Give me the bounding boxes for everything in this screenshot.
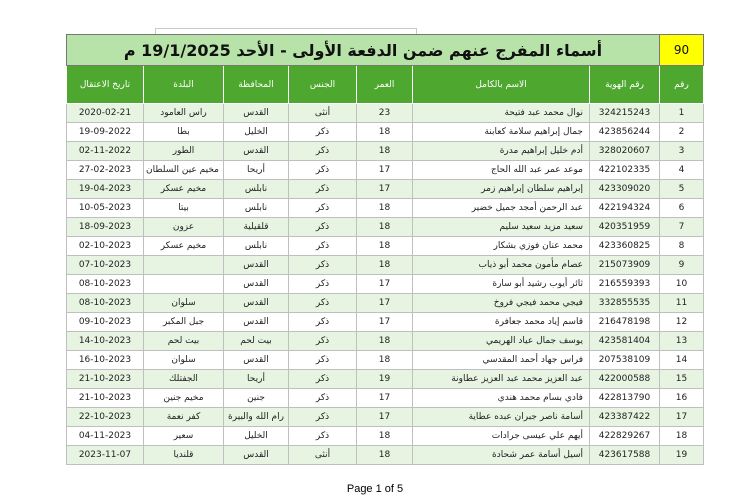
header-arrest-date: تاريخ الاعتقال: [66, 66, 143, 104]
gender-cell: ذكر: [289, 256, 357, 275]
table-row: [66, 256, 703, 275]
town-cell: مخيم جنين: [144, 389, 224, 408]
gender-cell: ذكر: [289, 332, 357, 351]
table-row: [66, 370, 703, 389]
id-number-cell: 422194324: [590, 199, 660, 218]
town-cell: مخيم عين السلطان: [144, 161, 224, 180]
town-cell: جبل المكبر: [144, 313, 224, 332]
row-number-cell: 9: [660, 256, 704, 275]
row-number-cell: 4: [660, 161, 704, 180]
release-list-sheet: [67, 34, 704, 465]
full-name-cell: أيهم علي عيسى جرادات: [413, 427, 590, 446]
gender-cell: ذكر: [289, 427, 357, 446]
age-cell: 17: [357, 161, 413, 180]
governorate-cell: الخليل: [224, 123, 289, 142]
town-cell: الجفتلك: [144, 370, 224, 389]
governorate-cell: رام الله والبيرة: [224, 408, 289, 427]
id-number-cell: 422102335: [590, 161, 660, 180]
row-number-cell: 19: [660, 446, 704, 465]
full-name-cell: عصام مأمون محمد أبو ذياب: [413, 256, 590, 275]
age-cell: 18: [357, 351, 413, 370]
gender-cell: أنثى: [289, 104, 357, 123]
table-row: [66, 218, 703, 237]
full-name-cell: جمال إبراهيم سلامة كعابنة: [413, 123, 590, 142]
row-number-cell: 16: [660, 389, 704, 408]
full-name-cell: محمد عنان فوزي بشكار: [413, 237, 590, 256]
id-number-cell: 328020607: [590, 142, 660, 161]
age-cell: 17: [357, 275, 413, 294]
town-cell: مخيم عسكر: [144, 237, 224, 256]
town-cell: عزون: [144, 218, 224, 237]
governorate-cell: القدس: [224, 256, 289, 275]
arrest-date-cell: 04-11-2023: [66, 427, 143, 446]
header-gender: الجنس: [289, 66, 357, 104]
arrest-date-cell: 2020-02-21: [66, 104, 143, 123]
town-cell: [144, 256, 224, 275]
count-cell: 90: [660, 35, 704, 66]
arrest-date-cell: 07-10-2023: [66, 256, 143, 275]
town-cell: كفر نعمة: [144, 408, 224, 427]
arrest-date-cell: 08-10-2023: [66, 275, 143, 294]
id-number-cell: 207538109: [590, 351, 660, 370]
row-number-cell: 5: [660, 180, 704, 199]
arrest-date-cell: 09-10-2023: [66, 313, 143, 332]
id-number-cell: 423309020: [590, 180, 660, 199]
arrest-date-cell: 21-10-2023: [66, 389, 143, 408]
age-cell: 18: [357, 256, 413, 275]
full-name-cell: عبد الرحمن أمجد جميل خضير: [413, 199, 590, 218]
full-name-cell: أسيل أسامة عمر شحادة: [413, 446, 590, 465]
full-name-cell: يوسف جمال عياد الهريمي: [413, 332, 590, 351]
full-name-cell: نوال محمد عبد فتيحة: [413, 104, 590, 123]
arrest-date-cell: 02-10-2023: [66, 237, 143, 256]
id-number-cell: 332855535: [590, 294, 660, 313]
id-number-cell: 422813790: [590, 389, 660, 408]
age-cell: 17: [357, 180, 413, 199]
header-governorate: المحافظة: [224, 66, 289, 104]
table-row: [66, 389, 703, 408]
row-number-cell: 3: [660, 142, 704, 161]
arrest-date-cell: 19-09-2022: [66, 123, 143, 142]
full-name-cell: فراس جهاد أحمد المقدسي: [413, 351, 590, 370]
table-row: [66, 332, 703, 351]
full-name-cell: موعد عمر عبد الله الحاج: [413, 161, 590, 180]
title-row: [66, 35, 703, 66]
age-cell: 18: [357, 427, 413, 446]
age-cell: 17: [357, 408, 413, 427]
gender-cell: ذكر: [289, 408, 357, 427]
page-title: أسماء المفرج عنهم ضمن الدفعة الأولى - الأحد 19/1/2025 م: [66, 35, 659, 66]
table-row: [66, 180, 703, 199]
town-cell: راس العامود: [144, 104, 224, 123]
governorate-cell: أريحا: [224, 161, 289, 180]
governorate-cell: قلقيلية: [224, 218, 289, 237]
row-number-cell: 17: [660, 408, 704, 427]
governorate-cell: القدس: [224, 294, 289, 313]
row-number-cell: 2: [660, 123, 704, 142]
table-row: [66, 408, 703, 427]
age-cell: 23: [357, 104, 413, 123]
table-row: [66, 275, 703, 294]
age-cell: 17: [357, 294, 413, 313]
governorate-cell: بيت لحم: [224, 332, 289, 351]
id-number-cell: 422829267: [590, 427, 660, 446]
governorate-cell: القدس: [224, 142, 289, 161]
full-name-cell: ثائر أيوب رشيد أبو سارة: [413, 275, 590, 294]
town-cell: [144, 275, 224, 294]
age-cell: 18: [357, 142, 413, 161]
full-name-cell: سعيد مزيد سعيد سليم: [413, 218, 590, 237]
row-number-cell: 10: [660, 275, 704, 294]
id-number-cell: 423387422: [590, 408, 660, 427]
row-number-cell: 13: [660, 332, 704, 351]
row-number-cell: 1: [660, 104, 704, 123]
id-number-cell: 216559393: [590, 275, 660, 294]
table-row: [66, 237, 703, 256]
full-name-cell: أدم خليل إبراهيم مدرة: [413, 142, 590, 161]
id-number-cell: 215073909: [590, 256, 660, 275]
age-cell: 19: [357, 370, 413, 389]
full-name-cell: عبد العزيز محمد عبد العزيز عطاونة: [413, 370, 590, 389]
gender-cell: ذكر: [289, 389, 357, 408]
header-number: رقم: [660, 66, 704, 104]
id-number-cell: 423360825: [590, 237, 660, 256]
town-cell: بيت لحم: [144, 332, 224, 351]
arrest-date-cell: 2023-11-07: [66, 446, 143, 465]
id-number-cell: 422000588: [590, 370, 660, 389]
age-cell: 17: [357, 389, 413, 408]
id-number-cell: 216478198: [590, 313, 660, 332]
header-town: البلدة: [144, 66, 224, 104]
table-row: [66, 161, 703, 180]
town-cell: بطا: [144, 123, 224, 142]
arrest-date-cell: 10-05-2023: [66, 199, 143, 218]
table-row: [66, 104, 703, 123]
row-number-cell: 15: [660, 370, 704, 389]
arrest-date-cell: 27-02-2023: [66, 161, 143, 180]
arrest-date-cell: 16-10-2023: [66, 351, 143, 370]
town-cell: قلنديا: [144, 446, 224, 465]
governorate-cell: الخليل: [224, 427, 289, 446]
governorate-cell: نابلس: [224, 237, 289, 256]
table-row: [66, 446, 703, 465]
gender-cell: ذكر: [289, 275, 357, 294]
gender-cell: ذكر: [289, 313, 357, 332]
row-number-cell: 8: [660, 237, 704, 256]
age-cell: 18: [357, 446, 413, 465]
age-cell: 18: [357, 218, 413, 237]
governorate-cell: القدس: [224, 351, 289, 370]
arrest-date-cell: 18-09-2023: [66, 218, 143, 237]
header-full-name: الاسم بالكامل: [413, 66, 590, 104]
id-number-cell: 420351959: [590, 218, 660, 237]
id-number-cell: 324215243: [590, 104, 660, 123]
gender-cell: ذكر: [289, 142, 357, 161]
table-row: [66, 427, 703, 446]
table-row: [66, 199, 703, 218]
table-row: [66, 294, 703, 313]
gender-cell: ذكر: [289, 180, 357, 199]
row-number-cell: 11: [660, 294, 704, 313]
header-age: العمر: [357, 66, 413, 104]
governorate-cell: أريحا: [224, 370, 289, 389]
row-number-cell: 12: [660, 313, 704, 332]
id-number-cell: 423856244: [590, 123, 660, 142]
table-row: [66, 351, 703, 370]
town-cell: بيتا: [144, 199, 224, 218]
id-number-cell: 423581404: [590, 332, 660, 351]
row-number-cell: 14: [660, 351, 704, 370]
governorate-cell: جنين: [224, 389, 289, 408]
age-cell: 18: [357, 237, 413, 256]
gender-cell: ذكر: [289, 237, 357, 256]
age-cell: 18: [357, 123, 413, 142]
gender-cell: ذكر: [289, 294, 357, 313]
governorate-cell: القدس: [224, 446, 289, 465]
town-cell: الطور: [144, 142, 224, 161]
gender-cell: ذكر: [289, 370, 357, 389]
gender-cell: ذكر: [289, 218, 357, 237]
age-cell: 18: [357, 332, 413, 351]
row-number-cell: 18: [660, 427, 704, 446]
gender-cell: ذكر: [289, 351, 357, 370]
arrest-date-cell: 02-11-2022: [66, 142, 143, 161]
age-cell: 18: [357, 199, 413, 218]
governorate-cell: القدس: [224, 275, 289, 294]
age-cell: 17: [357, 313, 413, 332]
town-cell: سلوان: [144, 351, 224, 370]
gender-cell: أنثى: [289, 446, 357, 465]
column-header-row: [66, 66, 703, 104]
arrest-date-cell: 19-04-2023: [66, 180, 143, 199]
town-cell: سعير: [144, 427, 224, 446]
governorate-cell: نابلس: [224, 180, 289, 199]
page-footer: Page 1 of 5: [346, 483, 404, 495]
header-guide-line: [155, 28, 417, 29]
arrest-date-cell: 14-10-2023: [66, 332, 143, 351]
governorate-cell: القدس: [224, 104, 289, 123]
full-name-cell: فيجي محمد فيجي فروخ: [413, 294, 590, 313]
table-row: [66, 142, 703, 161]
arrest-date-cell: 08-10-2023: [66, 294, 143, 313]
gender-cell: ذكر: [289, 161, 357, 180]
id-number-cell: 423617588: [590, 446, 660, 465]
town-cell: مخيم عسكر: [144, 180, 224, 199]
full-name-cell: إبراهيم سلطان إبراهيم زمر: [413, 180, 590, 199]
governorate-cell: نابلس: [224, 199, 289, 218]
row-number-cell: 6: [660, 199, 704, 218]
arrest-date-cell: 22-10-2023: [66, 408, 143, 427]
town-cell: سلوان: [144, 294, 224, 313]
prisoner-release-table: [66, 34, 704, 465]
arrest-date-cell: 21-10-2023: [66, 370, 143, 389]
gender-cell: ذكر: [289, 199, 357, 218]
governorate-cell: القدس: [224, 313, 289, 332]
gender-cell: ذكر: [289, 123, 357, 142]
table-row: [66, 123, 703, 142]
row-number-cell: 7: [660, 218, 704, 237]
table-row: [66, 313, 703, 332]
full-name-cell: فادي بسام محمد هندي: [413, 389, 590, 408]
header-id-number: رقم الهوية: [590, 66, 660, 104]
full-name-cell: أسامة ناصر جبران عبده عطاية: [413, 408, 590, 427]
full-name-cell: قاسم إياد محمد جعافرة: [413, 313, 590, 332]
